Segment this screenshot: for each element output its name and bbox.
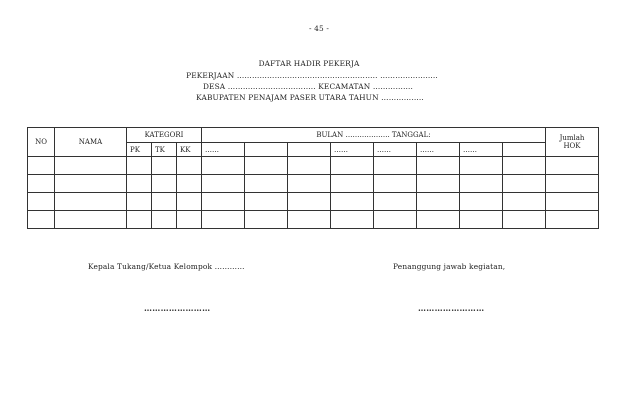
header-nama: NAMA xyxy=(55,128,127,157)
header-jumlah-hok xyxy=(546,128,599,157)
date-cell-6: …… xyxy=(417,143,460,157)
table-cell xyxy=(245,157,288,175)
table-cell xyxy=(331,193,374,211)
header-bulan-tanggal: BULAN ………………. TANGGAL: xyxy=(202,128,546,143)
signature-right-label: Penanggung jawab kegiatan, xyxy=(393,262,506,271)
table-cell xyxy=(202,193,245,211)
date-cell-1: …… xyxy=(202,143,245,157)
date-cell-3 xyxy=(288,143,331,157)
table-row xyxy=(28,193,599,211)
table-cell xyxy=(55,175,127,193)
table-cell xyxy=(374,175,417,193)
table-cell xyxy=(245,175,288,193)
table-cell xyxy=(503,157,546,175)
table-cell xyxy=(460,211,503,229)
table-cell xyxy=(417,175,460,193)
table-cell xyxy=(460,157,503,175)
table-cell xyxy=(331,157,374,175)
subheader-pk: PK xyxy=(127,143,152,157)
table-cell xyxy=(331,211,374,229)
table-row xyxy=(28,157,599,175)
date-cell-4: …… xyxy=(331,143,374,157)
table-cell xyxy=(288,175,331,193)
table-row xyxy=(28,211,599,229)
table-cell xyxy=(546,211,599,229)
table-cell xyxy=(245,193,288,211)
table-header-row xyxy=(28,128,599,143)
table-cell xyxy=(202,175,245,193)
header-kategori: KATEGORI xyxy=(127,128,202,143)
table-cell xyxy=(55,211,127,229)
table-cell xyxy=(417,211,460,229)
table-row xyxy=(28,175,599,193)
table-cell xyxy=(202,157,245,175)
table-cell xyxy=(127,193,152,211)
page-number: - 45 - xyxy=(309,24,329,33)
table-cell xyxy=(546,157,599,175)
table-cell xyxy=(374,157,417,175)
document-title: DAFTAR HADIR PEKERJA xyxy=(258,59,360,68)
date-cell-5: …… xyxy=(374,143,417,157)
pekerjaan-line: PEKERJAAN ……………………………………………….. ………………….. xyxy=(186,71,438,80)
table-cell xyxy=(127,157,152,175)
table-cell xyxy=(28,157,55,175)
table-cell xyxy=(152,211,177,229)
table-cell xyxy=(460,193,503,211)
table-cell xyxy=(28,193,55,211)
table-cell xyxy=(177,175,202,193)
table-cell xyxy=(152,175,177,193)
table-cell xyxy=(460,175,503,193)
table-cell xyxy=(546,193,599,211)
table-cell xyxy=(288,193,331,211)
table-cell xyxy=(55,193,127,211)
subheader-tk: TK xyxy=(152,143,177,157)
table-cell xyxy=(177,211,202,229)
table-cell xyxy=(331,175,374,193)
kabupaten-line: KABUPATEN PENAJAM PASER UTARA TAHUN …………….. xyxy=(196,93,424,102)
table-cell xyxy=(417,157,460,175)
table-cell xyxy=(245,211,288,229)
table-cell xyxy=(503,193,546,211)
date-cell-7: …… xyxy=(460,143,503,157)
table-cell xyxy=(417,193,460,211)
signature-left-blank: …………………… xyxy=(144,303,211,313)
table-cell xyxy=(503,175,546,193)
table-cell xyxy=(177,157,202,175)
table-cell xyxy=(28,211,55,229)
signature-left-label: Kepala Tukang/Ketua Kelompok ………… xyxy=(88,262,245,271)
table-cell xyxy=(202,211,245,229)
date-cell-8 xyxy=(503,143,546,157)
table-cell xyxy=(152,157,177,175)
table-cell xyxy=(152,193,177,211)
table-cell xyxy=(127,211,152,229)
header-no: NO xyxy=(28,128,55,157)
subheader-kk: KK xyxy=(177,143,202,157)
signature-right-blank: …………………… xyxy=(418,303,485,313)
table-cell xyxy=(374,193,417,211)
table-cell xyxy=(374,211,417,229)
table-cell xyxy=(288,211,331,229)
table-cell xyxy=(177,193,202,211)
desa-kecamatan-line: DESA …………………………….. KECAMATAN ……………. xyxy=(202,82,414,91)
header-hok-label: HOK xyxy=(563,142,581,150)
table-cell xyxy=(28,175,55,193)
header-jumlah-label: Jumlah xyxy=(559,134,585,142)
date-cell-2 xyxy=(245,143,288,157)
table-cell xyxy=(127,175,152,193)
table-cell xyxy=(55,157,127,175)
attendance-table xyxy=(27,127,599,229)
table-cell xyxy=(546,175,599,193)
table-cell xyxy=(503,211,546,229)
table-cell xyxy=(288,157,331,175)
